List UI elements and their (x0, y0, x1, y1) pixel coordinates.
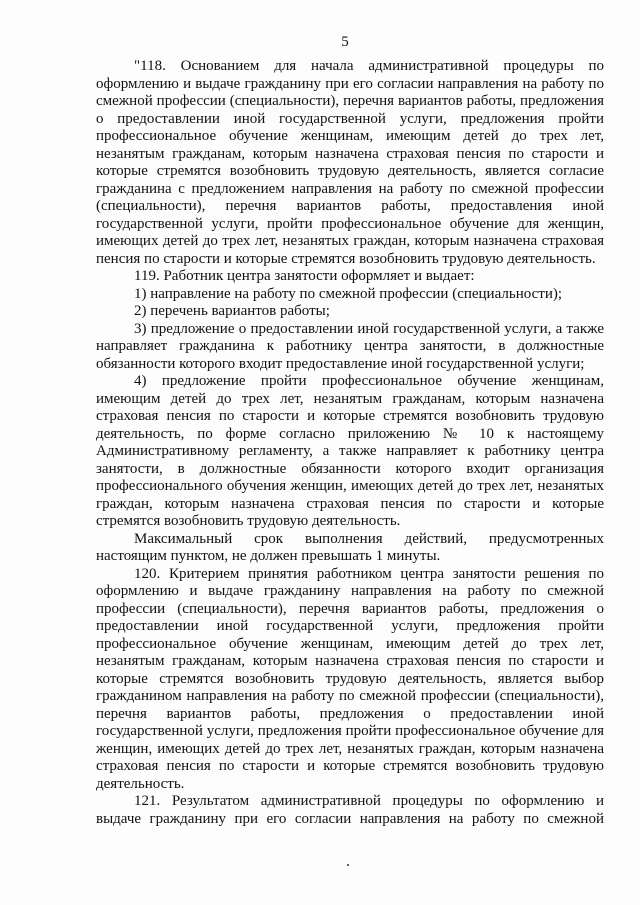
paragraph-120: 120. Критерием принятия работником центра занятости решения по оформлению и выдаче гражданину направления на работу по смежной профессии (специальности), перечня вариантов работы, предложения о предоставлении иной государственной услуги, предложения пройти профессиональное обучение женщинам, имеющим детей до трех лет, незанятым гражданам, которым назначена страховая пенсия по старости и которые стремятся возобновить трудовую деятельность, является выбор гражданином направления на работу по смежной профессии (специальности), перечня вариантов работы, предложения о предоставлении иной государственной услуги, предложения пройти профессиональное обучение для женщин, имеющих детей до трех лет, незанятых граждан, которым назначена страховая пенсия по старости и которые стремятся возобновить трудовую деятельность. (96, 565, 604, 792)
paragraph-121: 121. Результатом административной процедуры по оформлению и выдаче гражданину при его согласии направления на работу по смежной (96, 793, 604, 827)
paragraph-118: "118. Основанием для начала административной процедуры по оформлению и выдаче гражданину при его согласии направления на работу по смежной профессии (специальности), перечня вариантов работы, предложения о предоставлении иной государственной услуги, предложения пройти профессиональное обучение женщинам, имеющим детей до трех лет, незанятым гражданам, которым назначена страховая пенсия по старости и которые стремятся возобновить трудовую деятельность, является согласие гражданина с предложением направления на работу по смежной профессии (специальности), перечня вариантов работы, предоставления иной государственной услуги, пройти профессиональное обучение для женщин, имеющих детей до трех лет, незанятых граждан, которым назначена страховая пенсия по старости и которые стремятся возобновить трудовую деятельность. (96, 58, 604, 267)
paragraph-119: 119. Работник центра занятости оформляет и выдает: (134, 268, 475, 284)
document-body (96, 58, 604, 828)
page-number: 5 (341, 34, 349, 50)
list-item-2: 2) перечень вариантов работы; (134, 303, 330, 319)
scan-speck (347, 864, 349, 866)
list-item-4: 4) предложение пройти профессиональное обучение женщинам, имеющим детей до трех лет, незанятым гражданам, которым назначена страховая пенсия по старости и которые стремятся возобновить трудовую деятельность, по форме согласно приложению № 10 к настоящему Административному регламенту, а также направляет к работнику центра занятости, в должностные обязанности которого входит организация профессионального обучения женщин, имеющих детей до трех лет, незанятых граждан, которым назначена страховая пенсия по старости и которые стремятся возобновить трудовую деятельность. (96, 373, 604, 529)
list-item-1: 1) направление на работу по смежной профессии (специальности); (134, 285, 563, 302)
list-item-3: 3) предложение о предоставлении иной государственной услуги, а также направляет гражданина к работнику центра занятости, в должностные обязанности которого входит предоставление иной государственной услуги; (96, 320, 604, 372)
paragraph-max-time: Максимальный срок выполнения действий, предусмотренных настоящим пунктом, не должен превышать 1 минуты. (96, 530, 604, 564)
